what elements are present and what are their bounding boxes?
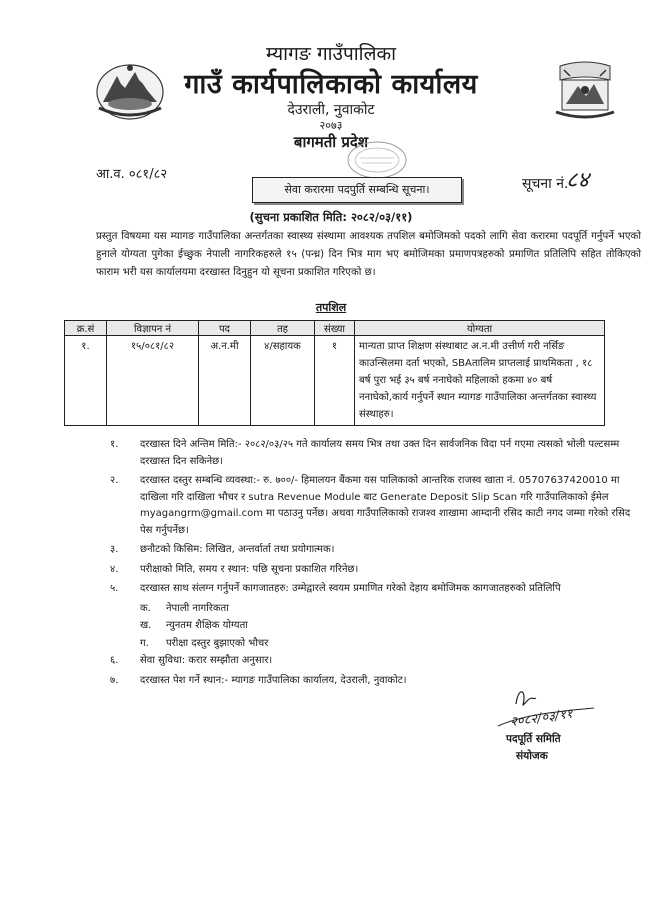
term-item (110, 473, 645, 539)
cell-count: १ (315, 336, 355, 426)
committee-name: पदपूर्ति समिति (506, 733, 561, 745)
term-text: दरखास्त साथ संलग्न गर्नुपर्ने कागजातहरु: उम्मेद्वारले स्वयम प्रमाणित गरेको देहाय बमोजिमक कागजातहरुको प्रतिलिपि (140, 583, 561, 594)
intro-paragraph: प्रस्तुत विषयमा यस म्यागङ गाउँपालिका अन्तर्गतका स्वास्थ्य संस्थामा आवश्यक तपशिल बमोजिमको पदको लागि सेवा करारमा पदपूर्ति गर्नुपर्ने भएको हुनाले योग्यता पुगेका ईच्छुक नेपाली नागरिकहरुले १५ (पन्ध्र) दिन भित्र माग भए बमोजिमका प्रमाणपत्रहरुको प्रमाणित प्रतिलिपि सहित तोकिएको फाराम भरी यस कार्यालयमा दरखास्त दिनुहुन यो सूचना प्रकाशित गरिएको छ। (96, 231, 641, 278)
term-text: दरखास्त दस्तुर सम्बन्धि व्यवस्था:- रु. ७००/- हिमालयन बैंकमा यस पालिकाको आन्तरिक राजस्व खाता नं. 05707637420010 मा दाखिला गरि दाखिला भौचर र sutra Revenue Module बाट Generate Deposit Slip Scan गरि गाउँपालिकाको ईमेल myagangrm@gmail.com मा पठाउनु पर्नेछ। अथवा गाउँपालिकाको राजश्व शाखामा आम्दानी रसिद काटी नगद जम्मा गरेको रसिद पेस गर्नुपर्नेछ। (140, 475, 631, 536)
office-name: गाउँ कार्यपालिकाको कार्यालय (184, 69, 478, 100)
subterm-item (110, 601, 645, 618)
subterm-text: न्युनतम शैक्षिक योग्यता (166, 620, 248, 631)
table-header-row (65, 321, 605, 336)
cell-ad-no: १५/०८१/८२ (107, 336, 199, 426)
subterm-number: क. (140, 602, 151, 614)
col-header-level: तह (251, 321, 315, 336)
vacancy-table (64, 320, 605, 426)
office-stamp-icon (346, 140, 408, 180)
notice-title: सेवा करारमा पदपुर्ति सम्बन्धि सूचना। (252, 177, 462, 203)
col-header-sn: क्र.सं (65, 321, 107, 336)
publish-date: (सुचना प्रकाशित मिति: २०८२/०३/११) (249, 210, 413, 224)
table-row (65, 336, 605, 426)
term-item (110, 562, 645, 579)
committee-role: संयोजक (516, 750, 548, 762)
table-heading: तपशिल (315, 301, 347, 314)
establishment-year: २०७३ (319, 119, 343, 132)
cell-level: ४/सहायक (251, 336, 315, 426)
office-address: देउराली, नुवाकोट (287, 102, 375, 118)
subterm-item (110, 618, 645, 635)
term-number: १. (110, 439, 119, 450)
term-number: ७. (110, 674, 119, 686)
cell-qualification: मान्यता प्राप्त शिक्षण संस्थाबाट अ.न.मी उत्तीर्ण गरी नर्सिङ काउन्सिलमा दर्ता भएको, SBAतालिम प्राप्तलाई प्राथमिकता , १८ बर्ष पुरा भई ३५ बर्ष ननाघेको महिलाको हकमा ४० बर्ष ननाघेको,कार्य गर्नुपर्ने स्थान म्यागङ गाउँपालिका अन्तर्गतका स्वास्थ्य संस्थाहरु। (355, 336, 605, 426)
subterm-number: ग. (140, 637, 149, 649)
signature-date: २०८२/०३/११ (509, 706, 574, 730)
term-item (110, 581, 645, 598)
term-number: ३. (110, 544, 119, 555)
term-text: दरखास्त पेश गर्ने स्थान:- म्यागङ गाउँपालिका कार्यालय, देउराली, नुवाकोट। (140, 674, 407, 686)
fiscal-year: आ.व. ०८१/८२ (96, 167, 168, 182)
handwritten-signature (490, 686, 600, 730)
term-item (110, 542, 645, 559)
col-header-count: संख्या (315, 321, 355, 336)
term-item (110, 437, 645, 470)
subterm-text: नेपाली नागरिकता (166, 602, 229, 614)
cell-sn: १. (65, 336, 107, 426)
col-header-ad-no: विज्ञापन नं (107, 321, 199, 336)
subterm-item (110, 636, 645, 653)
province-name: बागमती प्रदेश (293, 133, 369, 151)
subterm-number: ख. (140, 620, 152, 631)
subterm-text: परीक्षा दस्तुर बुझाएको भौचर (166, 637, 269, 649)
term-number: ६. (110, 655, 119, 666)
term-number: २. (110, 475, 119, 486)
municipality-name: म्यागङ गाउँपालिका (265, 43, 396, 65)
cell-post: अ.न.मी (199, 336, 251, 426)
term-text: छनौटको किसिम: लिखित, अन्तर्वार्ता तथा प्रयोगात्मक। (140, 544, 335, 555)
notice-number-label: सूचना नं. (522, 176, 569, 192)
col-header-post: पद (199, 321, 251, 336)
col-header-qualification: योग्यता (355, 321, 605, 336)
term-text: परीक्षाको मिति, समय र स्थान: पछि सूचना प्रकाशित गरिनेछ। (140, 563, 359, 575)
term-text: सेवा सुविधा: करार सम्झौता अनुसार। (140, 655, 273, 666)
term-item (110, 653, 645, 670)
term-text: दरखास्त दिने अन्तिम मिति:- २०८२/०३/२५ गते कार्यालय समय भित्र तथा उक्त दिन सार्वजनिक विदा पर्न गएमा त्यसको भोली पल्टसम्म दरखास्त दिन सकिनेछ। (140, 439, 620, 467)
term-number: ४. (110, 563, 119, 575)
terms-list (110, 437, 645, 692)
notice-number-value: ८४ (566, 168, 589, 193)
term-number: ५. (110, 583, 119, 594)
